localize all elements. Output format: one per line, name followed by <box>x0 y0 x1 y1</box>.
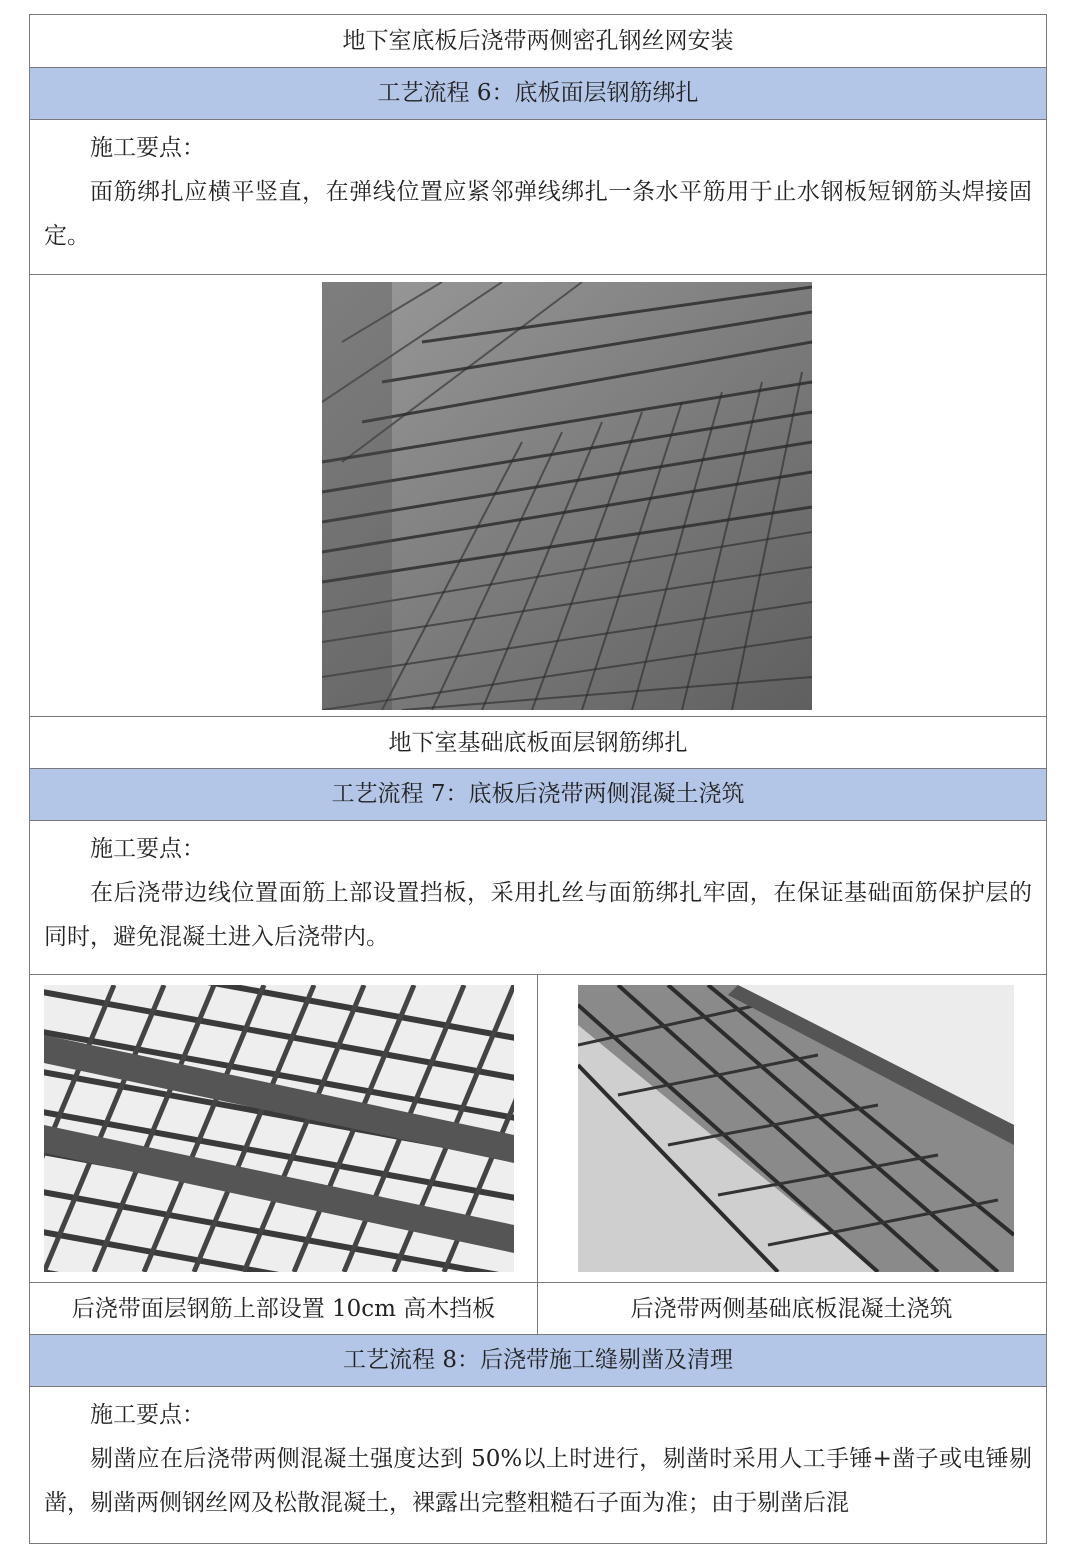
step6-header-text: 工艺流程 6：底板面层钢筋绑扎 <box>377 80 699 106</box>
concrete-pour-image <box>578 985 1014 1272</box>
step6-header <box>29 67 1047 119</box>
step7-header-text: 工艺流程 7：底板后浇带两侧混凝土浇筑 <box>331 781 745 807</box>
rebar-mesh-image <box>322 282 812 710</box>
step8-text-cell <box>29 1386 1047 1544</box>
step7-text-cell <box>29 820 1047 974</box>
step6-text: 面筋绑扎应横平竖直，在弹线位置应紧邻弹线绑扎一条水平筋用于止水钢板短钢筋头焊接固定。 <box>44 179 1032 249</box>
step7-caption-left-cell <box>30 1283 538 1334</box>
step8-text: 剔凿应在后浇带两侧混凝土强度达到 50%以上时进行，剔凿时采用人工手锤+凿子或电锤剔凿，剔凿两侧钢丝网及松散混凝土，裸露出完整粗糙石子面为准；由于剔凿后混 <box>44 1446 1032 1516</box>
step6-caption-cell <box>29 716 1047 768</box>
step7-caption-left: 后浇带面层钢筋上部设置 10cm 高木挡板 <box>71 1296 496 1322</box>
step7-text: 在后浇带边线位置面筋上部设置挡板，采用扎丝与面筋绑扎牢固，在保证基础面筋保护层的同时，避免混凝土进入后浇带内。 <box>44 880 1032 950</box>
step7-header <box>29 768 1047 820</box>
step7-caption-row <box>29 1282 1047 1334</box>
step7-label: 施工要点： <box>90 836 205 862</box>
step8-label: 施工要点： <box>90 1402 205 1428</box>
step7-caption-right: 后浇带两侧基础底板混凝土浇筑 <box>630 1296 953 1322</box>
wood-board-image <box>44 985 514 1272</box>
step7-photo-row <box>29 974 1047 1282</box>
step6-caption: 地下室基础底板面层钢筋绑扎 <box>388 730 688 756</box>
step6-label: 施工要点： <box>90 135 205 161</box>
step7-photo-left-wood-board <box>44 985 514 1272</box>
document-table <box>29 14 1047 1544</box>
step8-header-text: 工艺流程 8：后浇带施工缝剔凿及清理 <box>343 1347 733 1373</box>
step6-photo-cell <box>29 274 1047 716</box>
step7-caption-right-cell <box>538 1283 1045 1334</box>
step8-header <box>29 1334 1047 1386</box>
step6-text-cell <box>29 119 1047 274</box>
step7-photo-left-cell <box>30 975 538 1282</box>
title-text: 地下室底板后浇带两侧密孔钢丝网安装 <box>342 28 734 54</box>
step6-photo-rebar-mesh <box>322 282 812 710</box>
title-row <box>29 14 1047 67</box>
step7-photo-right-concrete <box>578 985 1014 1272</box>
step7-photo-right-cell <box>538 975 1045 1282</box>
